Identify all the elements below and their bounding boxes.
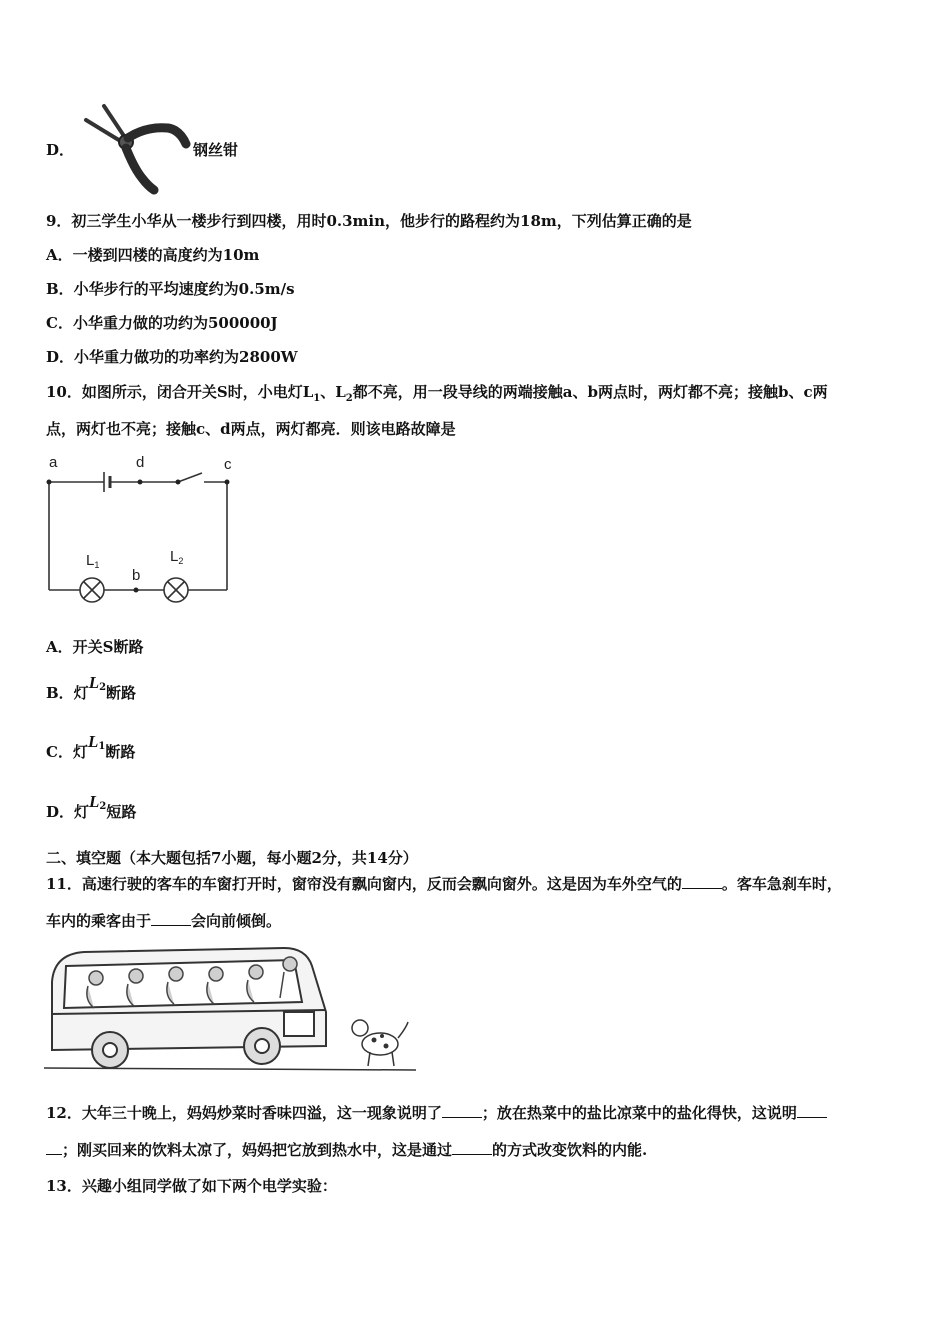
label-a: a (49, 454, 58, 471)
q10-option-b: B．灯$L_2$断路 (46, 673, 137, 702)
label-d: d (136, 454, 145, 471)
q8-option-d-label: 钢丝钳 (193, 141, 239, 159)
switch-pivot (176, 480, 181, 485)
q8-option-d-letter: D． (46, 141, 75, 159)
node-b (134, 588, 139, 593)
q10-option-a: A．开关S断路 (46, 638, 144, 656)
label-l2: $L_2$ (170, 548, 184, 566)
label-b: b (132, 567, 141, 584)
q12-line2: ；刚买回来的饮料太凉了，妈妈把它放到热水中，这是通过 的方式改变饮料的内能. (46, 1140, 647, 1160)
section2-heading: 二、填空题（本大题包括7小题，每小题2分，共14分） (46, 849, 418, 867)
bus-braking-illustration (44, 942, 416, 1078)
q11-line1: 11．高速行驶的客车的车窗打开时，窗帘没有飘向窗内，反而会飘向窗外。这是因为车外空气的 。客车急刹车时， (46, 875, 842, 893)
q10-stem-line1: 10．如图所示，闭合开关S时，小电灯$L_1$、$L_2$都不亮，用一段导线的两端接触a、b两点时，两灯都不亮；接触b、c两 (46, 383, 828, 404)
q12-line1: 12．大年三十晚上，妈妈炒菜时香味四溢，这一现象说明了 ；放在热菜中的盐比凉菜中的盐化得快，这说明 (46, 1103, 827, 1123)
q10-option-d: D．灯$L_2$短路 (46, 792, 137, 821)
q11-line2: 车内的乘客由于 会向前倾倒。 (46, 912, 282, 930)
q9-option-c: C．小华重力做的功约为500000J (46, 314, 278, 332)
q9-stem: 9．初三学生小华从一楼步行到四楼，用时0.3min，他步行的路程约为18m，下列估算正确的是 (46, 212, 692, 230)
node-c (225, 480, 230, 485)
q9-option-a: A．一楼到四楼的高度约为10m (46, 246, 260, 264)
q10-option-c: C．灯$L_1$断路 (46, 732, 136, 761)
node-d (138, 480, 143, 485)
q9-option-b: B．小华步行的平均速度约为0.5m/s (46, 280, 295, 298)
q10-stem-line2: 点，两灯也不亮；接触c、d两点，两灯都亮．则该电路故障是 (46, 420, 456, 438)
q13-stem: 13．兴趣小组同学做了如下两个电学实验： (46, 1177, 337, 1195)
label-l1: $L_1$ (86, 552, 100, 570)
pliers-image (76, 98, 191, 196)
label-c: c (224, 456, 232, 473)
circuit-diagram (40, 450, 250, 615)
node-a (47, 480, 52, 485)
q9-option-d: D．小华重力做功的功率约为2800W (46, 348, 298, 366)
